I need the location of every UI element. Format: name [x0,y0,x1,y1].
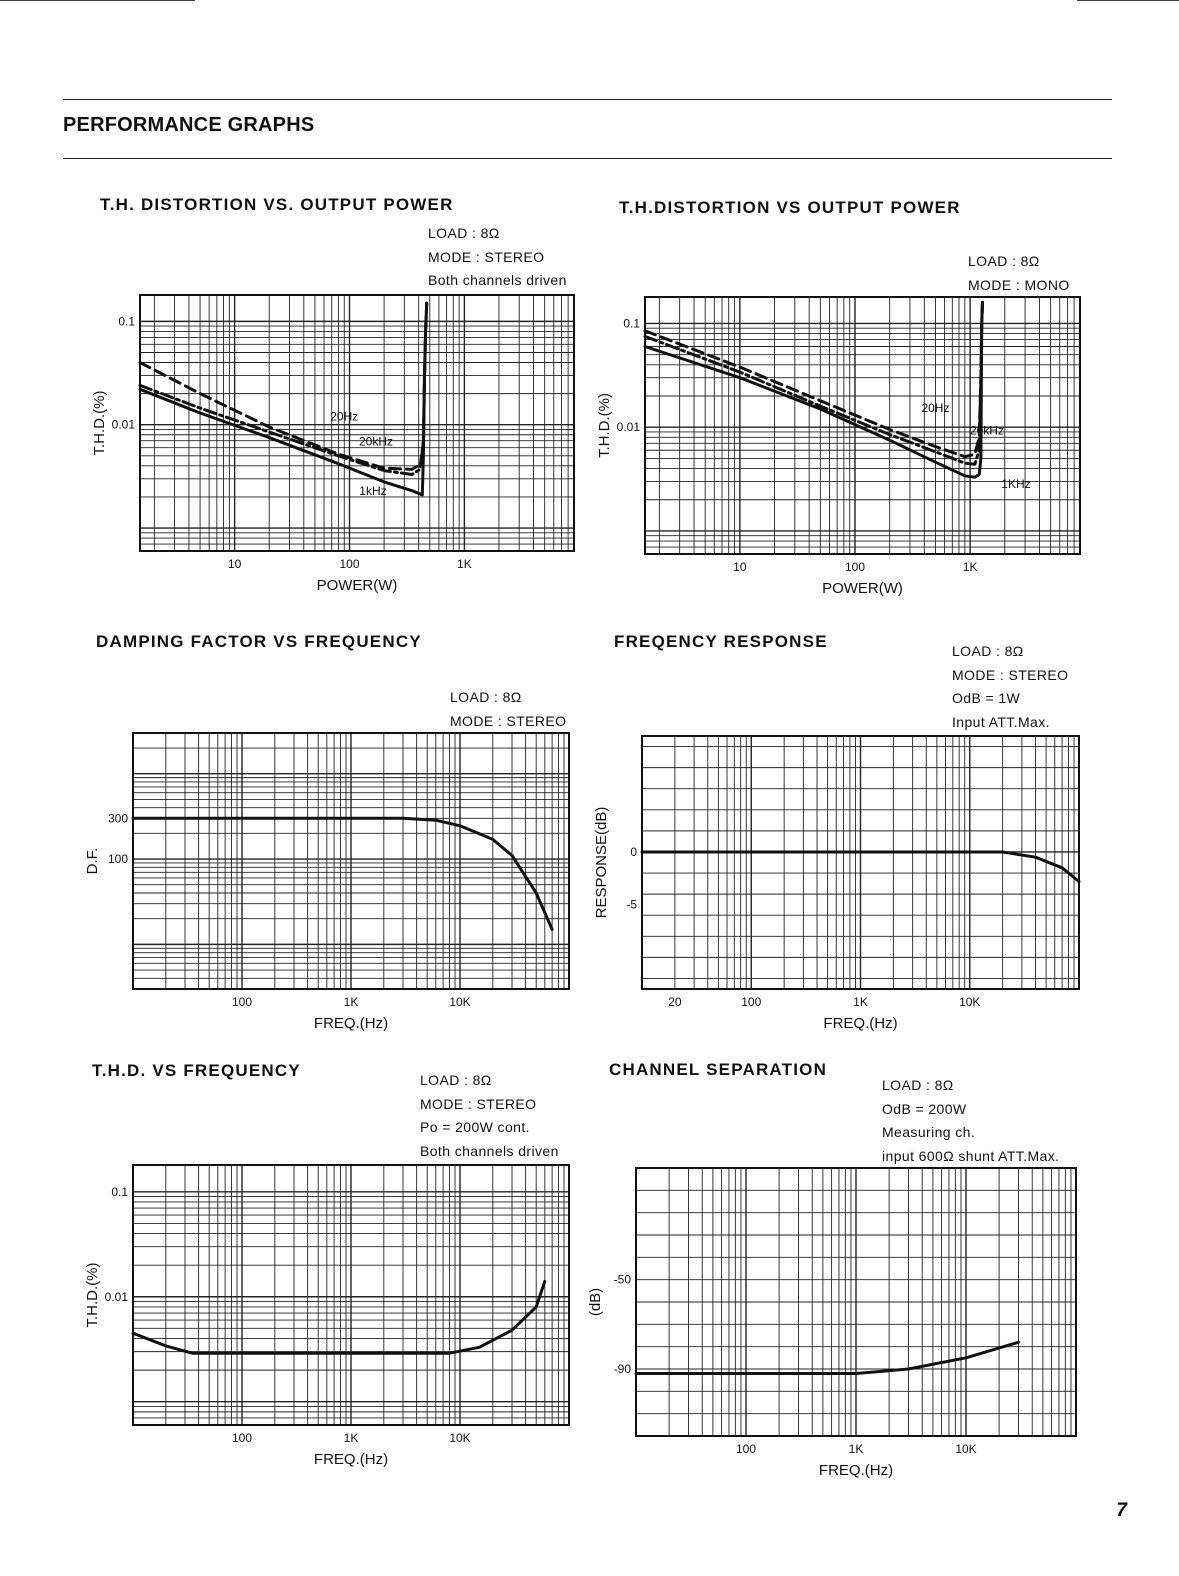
x-tick-label: 10K [449,995,471,1009]
y-tick-label: -50 [613,1272,631,1287]
heading-rule-bottom [63,158,1112,159]
y-tick-label: 300 [107,811,128,826]
x-tick-label: 10K [955,1442,977,1456]
chart-title-channel-separation: CHANNEL SEPARATION [609,1060,828,1079]
series-line [133,1281,545,1353]
y-axis-label: D.F. [84,847,101,875]
chart-title-frequency-response: FREQENCY RESPONSE [614,632,828,651]
chart-title-damping-factor: DAMPING FACTOR VS FREQUENCY [96,632,422,651]
note-line: LOAD : 8Ω [450,689,522,705]
note-line: input 600Ω shunt ATT.Max. [882,1147,1060,1164]
note-line: MODE : STEREO [428,248,545,265]
y-tick-label: 100 [107,852,128,867]
heading-rule-top [63,99,1112,100]
x-tick-label: 20 [668,995,682,1009]
note-line: MODE : STEREO [952,666,1069,683]
x-tick-label: 100 [339,557,360,571]
y-tick-label: -5 [626,897,637,912]
plot-frame [645,297,1080,554]
x-tick-label: 100 [735,1442,757,1456]
page-top-edge-left [0,0,195,1]
y-axis-label: (dB) [587,1287,604,1317]
page-top-edge-right [1077,0,1179,1]
note-line: OdB = 200W [882,1100,967,1117]
y-tick-label: 0.01 [616,420,640,435]
x-axis-label: POWER(W) [822,580,903,597]
note-line: MODE : MONO [968,276,1070,293]
x-tick-label: 10 [227,557,242,571]
x-tick-label: 1K [848,1442,864,1456]
note-line: LOAD : 8Ω [428,225,500,241]
x-axis-label: FREQ.(Hz) [823,1015,898,1032]
x-tick-label: 100 [231,1431,253,1445]
series-label: 20Hz [330,409,359,424]
y-axis-label: T.H.D.(%) [84,1262,101,1328]
chart-notes-thd-power-stereo [428,222,567,293]
page-heading: PERFORMANCE GRAPHS [63,114,315,136]
x-tick-label: 1K [343,995,359,1009]
series-label: 1kHz [359,483,387,498]
chart-title-thd-vs-frequency: T.H.D. VS FREQUENCY [92,1061,301,1080]
series-line-20hz [645,302,983,456]
x-tick-label: 100 [231,995,253,1009]
chart-thd-vs-frequency [84,1165,569,1468]
x-tick-label: 1K [962,560,978,574]
note-line: Both channels driven [428,272,567,288]
x-tick-label: 10K [449,1431,471,1445]
chart-notes-channel-separation [882,1074,1059,1168]
series-label: 20kHz [969,423,1004,438]
series-line-20khz [645,302,983,464]
chart-title-thd-power-mono: T.H.DISTORTION VS OUTPUT POWER [619,198,961,217]
chart-thd-vs-power-mono [596,297,1080,597]
note-line: Input ATT.Max. [952,713,1050,730]
grid [645,297,1080,554]
note-line: Both channels driven [420,1142,559,1159]
note-line: Measuring ch. [882,1124,976,1140]
note-line: Po = 200W cont. [420,1119,530,1135]
series-label: 1KHz [1001,476,1031,491]
y-tick-label: 0 [630,844,637,859]
page-number: 7 [1116,1500,1127,1521]
series-label: 20Hz [921,401,950,416]
y-axis-label: T.H.D.(%) [596,393,613,458]
series-label: 20kHz [358,434,393,449]
note-line: MODE : STEREO [420,1095,537,1112]
y-axis-label: RESPONSE(dB) [593,806,610,919]
note-line: LOAD : 8Ω [952,643,1024,659]
grid [636,1168,1076,1436]
chart-frequency-response [593,736,1079,1032]
x-tick-label: 10K [959,995,981,1009]
note-line: LOAD : 8Ω [968,253,1040,269]
x-tick-label: 10 [733,560,747,574]
series-line [133,818,552,929]
x-tick-label: 1K [853,995,868,1009]
chart-title-thd-power-stereo: T.H. DISTORTION VS. OUTPUT POWER [100,195,454,214]
x-axis-label: FREQ.(Hz) [313,1015,389,1032]
x-tick-label: 1K [343,1431,359,1445]
chart-notes-thd-vs-frequency [420,1069,559,1163]
chart-damping-factor-vs-frequency [84,733,569,1032]
grid [642,736,1079,989]
x-tick-label: 1K [457,557,472,571]
x-tick-label: 100 [741,995,762,1009]
grid [133,1165,569,1425]
x-axis-label: FREQ.(Hz) [818,1462,894,1479]
chart-notes-thd-power-mono [968,250,1070,297]
note-line: OdB = 1W [952,690,1021,706]
y-tick-label: 0.1 [623,316,640,331]
y-tick-label: 0.01 [104,1289,128,1304]
y-tick-label: 0.1 [118,314,135,329]
x-axis-label: POWER(W) [316,577,398,594]
note-line: LOAD : 8Ω [420,1072,492,1088]
y-axis-label: T.H.D.(%) [91,390,108,456]
chart-notes-damping-factor [450,686,566,733]
y-tick-label: 0.01 [111,417,135,432]
chart-channel-separation [587,1168,1076,1479]
x-tick-label: 100 [844,560,866,574]
chart-notes-frequency-response [952,640,1068,734]
x-axis-label: FREQ.(Hz) [313,1451,389,1468]
chart-thd-vs-power-stereo [91,295,574,594]
note-line: MODE : STEREO [450,712,567,729]
y-tick-label: 0.1 [111,1184,128,1199]
y-tick-label: -90 [613,1362,631,1376]
note-line: LOAD : 8Ω [882,1077,954,1093]
grid [133,733,569,989]
